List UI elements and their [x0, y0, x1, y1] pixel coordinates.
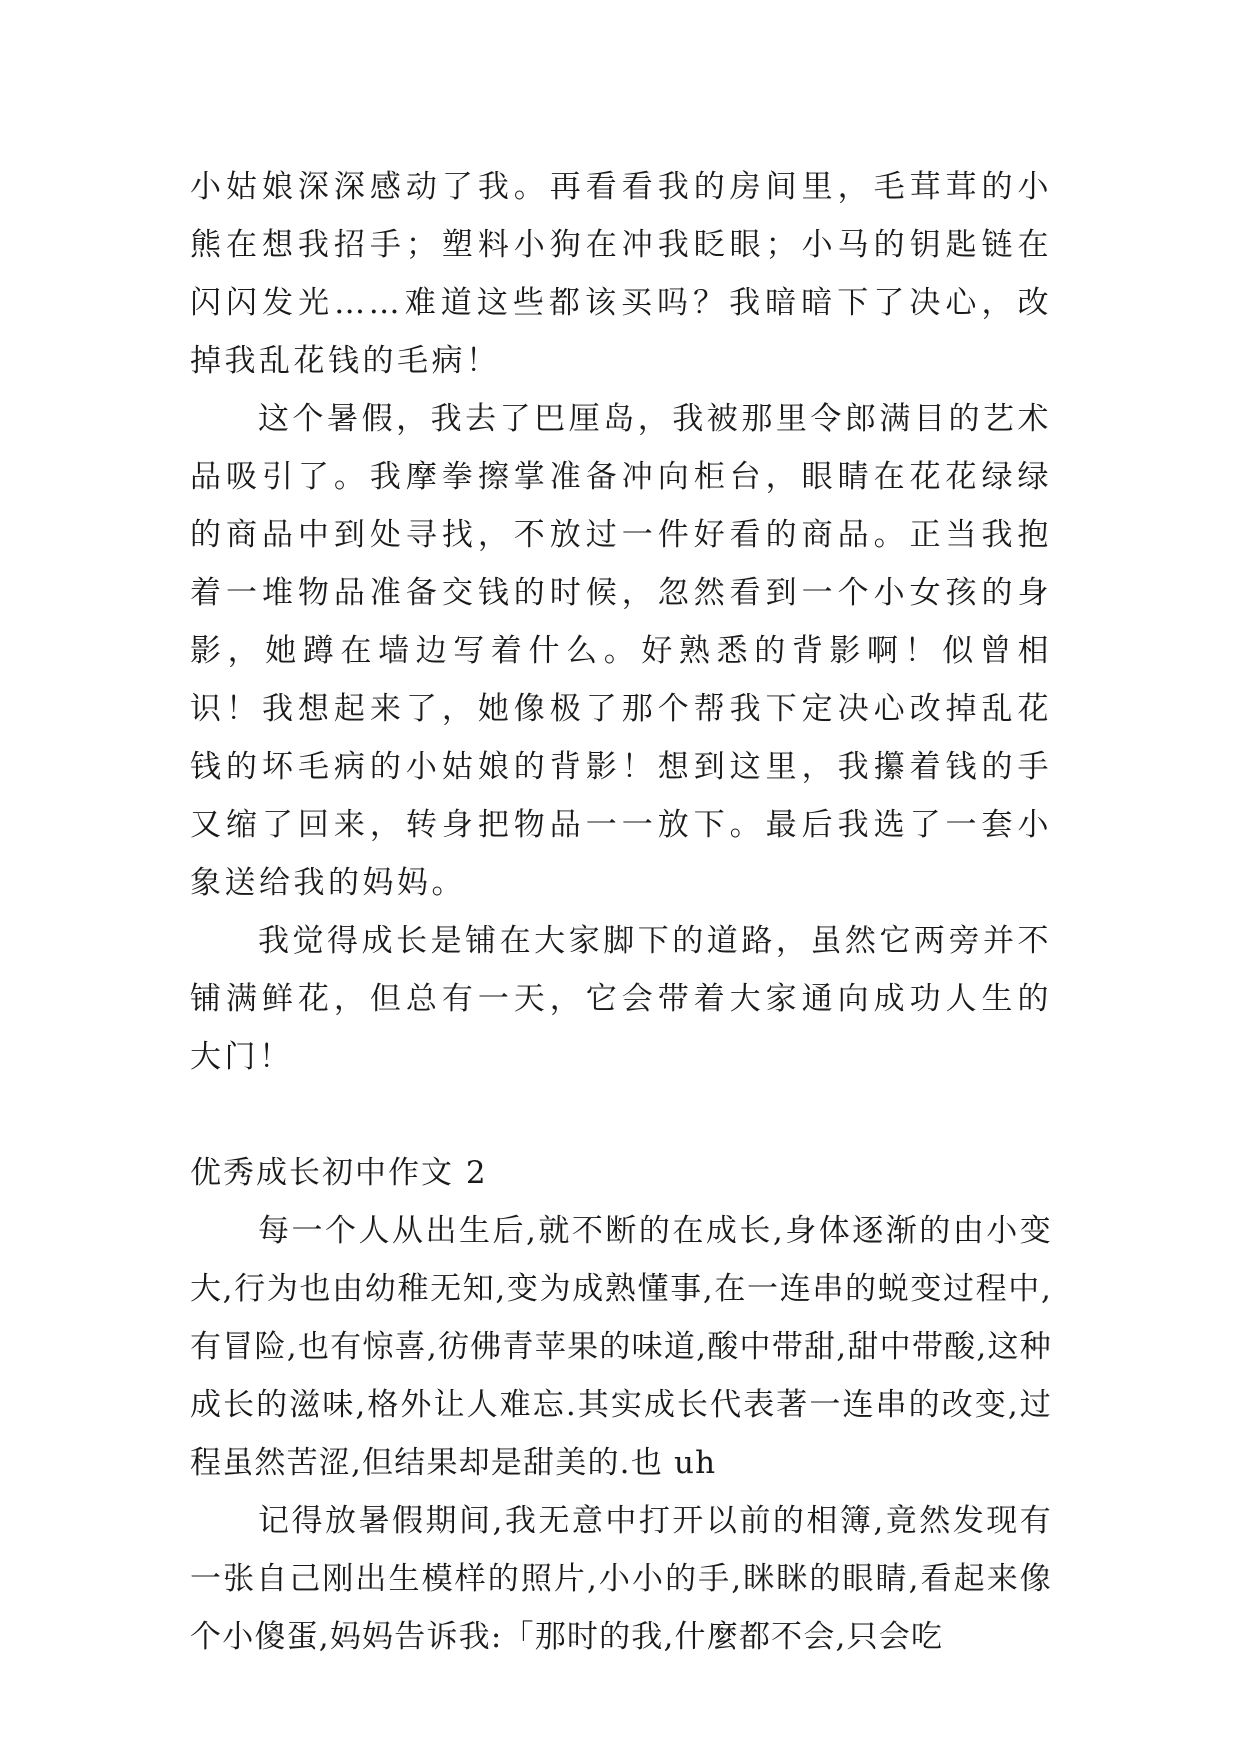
paragraph-4: 每一个人从出生后,就不断的在成长,身体逐渐的由小变大,行为也由幼稚无知,变为成熟懂事,在一连串的蜕变过程中,有冒险,也有惊喜,彷佛青苹果的味道,酸中带甜,甜中带酸,这种成长的滋味,格外让人难忘.其实成长代表著一连串的改变,过程虽然苦涩,但结果却是甜美的.也 uh — [190, 1213, 1052, 1481]
paragraph-1: 小姑娘深深感动了我。再看看我的房间里，毛茸茸的小熊在想我招手；塑料小狗在冲我眨眼；小马的钥匙链在闪闪发光……难道这些都该买吗？我暗暗下了决心，改掉我乱花钱的毛病！ — [190, 169, 1052, 379]
paragraph-2: 这个暑假，我去了巴厘岛，我被那里令郎满目的艺术品吸引了。我摩拳擦掌准备冲向柜台，眼睛在花花绿绿的商品中到处寻找，不放过一件好看的商品。正当我抱着一堆物品准备交钱的时候，忽然看到一个小女孩的身影，她蹲在墙边写着什么。好熟悉的背影啊！似曾相识！我想起来了，她像极了那个帮我下定决心改掉乱花钱的坏毛病的小姑娘的背影！想到这里，我攥着钱的手又缩了回来，转身把物品一一放下。最后我选了一套小象送给我的妈妈。 — [190, 401, 1052, 901]
paragraph-5: 记得放暑假期间,我无意中打开以前的相簿,竟然发现有一张自己刚出生模样的照片,小小的手,眯眯的眼睛,看起来像个小傻蛋,妈妈告诉我:「那时的我,什麼都不会,只会吃 — [190, 1503, 1052, 1655]
section-title: 优秀成长初中作文 2 — [190, 1155, 488, 1191]
paragraph-3: 我觉得成长是铺在大家脚下的道路，虽然它两旁并不铺满鲜花，但总有一天，它会带着大家通向成功人生的大门！ — [190, 923, 1052, 1075]
document-body — [190, 158, 1052, 1666]
section-spacer — [190, 1086, 1052, 1144]
